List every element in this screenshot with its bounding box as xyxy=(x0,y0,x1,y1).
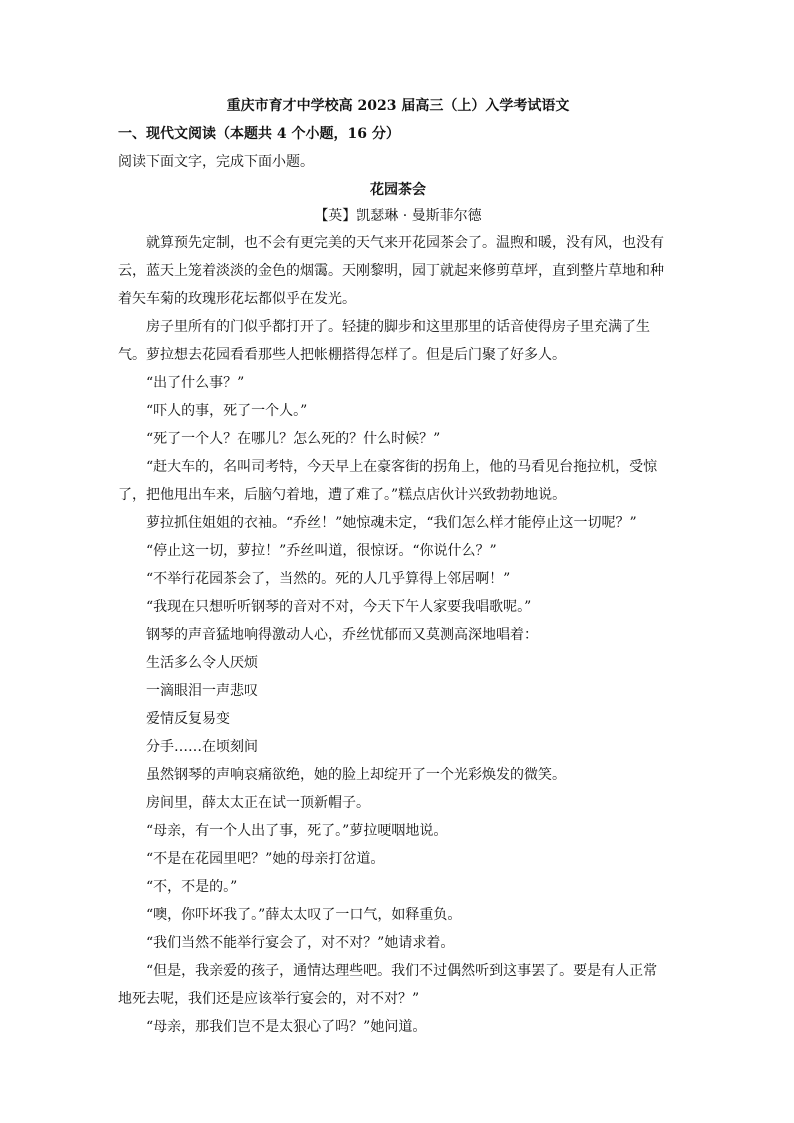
paragraph-line: 虽然钢琴的声响哀痛欲绝，她的脸上却绽开了一个光彩焕发的微笑。 xyxy=(146,767,566,783)
paragraph-line: 房子里所有的门似乎都打开了。轻捷的脚步和这里那里的话音使得房子里充满了生 xyxy=(146,319,650,335)
dialogue-line: “噢，你吓坏我了。”薛太太叹了一口气，如释重负。 xyxy=(146,907,462,923)
dialogue-line: “我现在只想听听钢琴的音对不对，今天下午人家要我唱歌呢。” xyxy=(146,599,532,615)
dialogue-line: “不，不是的。” xyxy=(146,879,238,895)
reading-instruction: 阅读下面文字，完成下面小题。 xyxy=(118,154,314,170)
section-heading: 一、现代文阅读（本题共 4 个小题，16 分） xyxy=(118,126,400,142)
paragraph-line: 就算预先定制，也不会有更完美的天气来开花园茶会了。温煦和暖，没有风，也没有 xyxy=(146,235,664,251)
dialogue-line: 地死去呢，我们还是应该举行宴会的，对不对？” xyxy=(118,991,420,1007)
song-lyric-line: 生活多么令人厌烦 xyxy=(146,655,258,671)
dialogue-line: 了，把他甩出车来，后脑勺着地，遭了难了。”糕点店伙计兴致勃勃地说。 xyxy=(118,487,567,503)
paragraph-line: 钢琴的声音猛地响得激动人心，乔丝忧郁而又莫测高深地唱着： xyxy=(146,627,538,643)
dialogue-line: “母亲，那我们岂不是太狠心了吗？”她问道。 xyxy=(146,1019,427,1035)
dialogue-line: “停止这一切，萝拉！”乔丝叫道，很惊讶。“你说什么？” xyxy=(146,543,497,559)
dialogue-line: “赶大车的，名叫司考特，今天早上在豪客街的拐角上，他的马看见台拖拉机，受惊 xyxy=(146,459,658,475)
story-title: 花园茶会 xyxy=(370,182,426,198)
story-author: 【英】凯瑟琳 · 曼斯菲尔德 xyxy=(314,208,482,224)
dialogue-line: “母亲，有一个人出了事，死了。”萝拉哽咽地说。 xyxy=(146,823,448,839)
dialogue-line: “但是，我亲爱的孩子，通情达理些吧。我们不过偶然听到这事罢了。要是有人正常 xyxy=(146,963,658,979)
paragraph-line: 气。萝拉想去花园看看那些人把帐棚搭得怎样了。但是后门聚了好多人。 xyxy=(118,347,566,363)
dialogue-line: “我们当然不能举行宴会了，对不对？”她请求着。 xyxy=(146,935,455,951)
paragraph-line: 房间里，薛太太正在试一顶新帽子。 xyxy=(146,795,370,811)
document-title: 重庆市育才中学校高 2023 届高三（上）入学考试语文 xyxy=(226,98,570,114)
song-lyric-line: 分手……在顷刻间 xyxy=(146,739,258,755)
dialogue-line: “不举行花园茶会了，当然的。死的人几乎算得上邻居啊！” xyxy=(146,571,511,587)
dialogue-line: “出了什么事？” xyxy=(146,375,245,391)
song-lyric-line: 一滴眼泪一声悲叹 xyxy=(146,683,258,699)
paragraph-line: 云，蓝天上笼着淡淡的金色的烟霭。天刚黎明，园丁就起来修剪草坪，直到整片草地和种 xyxy=(118,263,664,279)
dialogue-line: “不是在花园里吧？”她的母亲打岔道。 xyxy=(146,851,385,867)
paragraph-line: 着矢车菊的玫瑰形花坛都似乎在发光。 xyxy=(118,291,356,307)
dialogue-line: “死了一个人？在哪儿？怎么死的？什么时候？” xyxy=(146,431,441,447)
dialogue-line: “吓人的事，死了一个人。” xyxy=(146,403,308,419)
song-lyric-line: 爱情反复易变 xyxy=(146,711,230,727)
dialogue-line: 萝拉抓住姐姐的衣袖。“乔丝！”她惊魂未定，“我们怎么样才能停止这一切呢？” xyxy=(146,515,637,531)
